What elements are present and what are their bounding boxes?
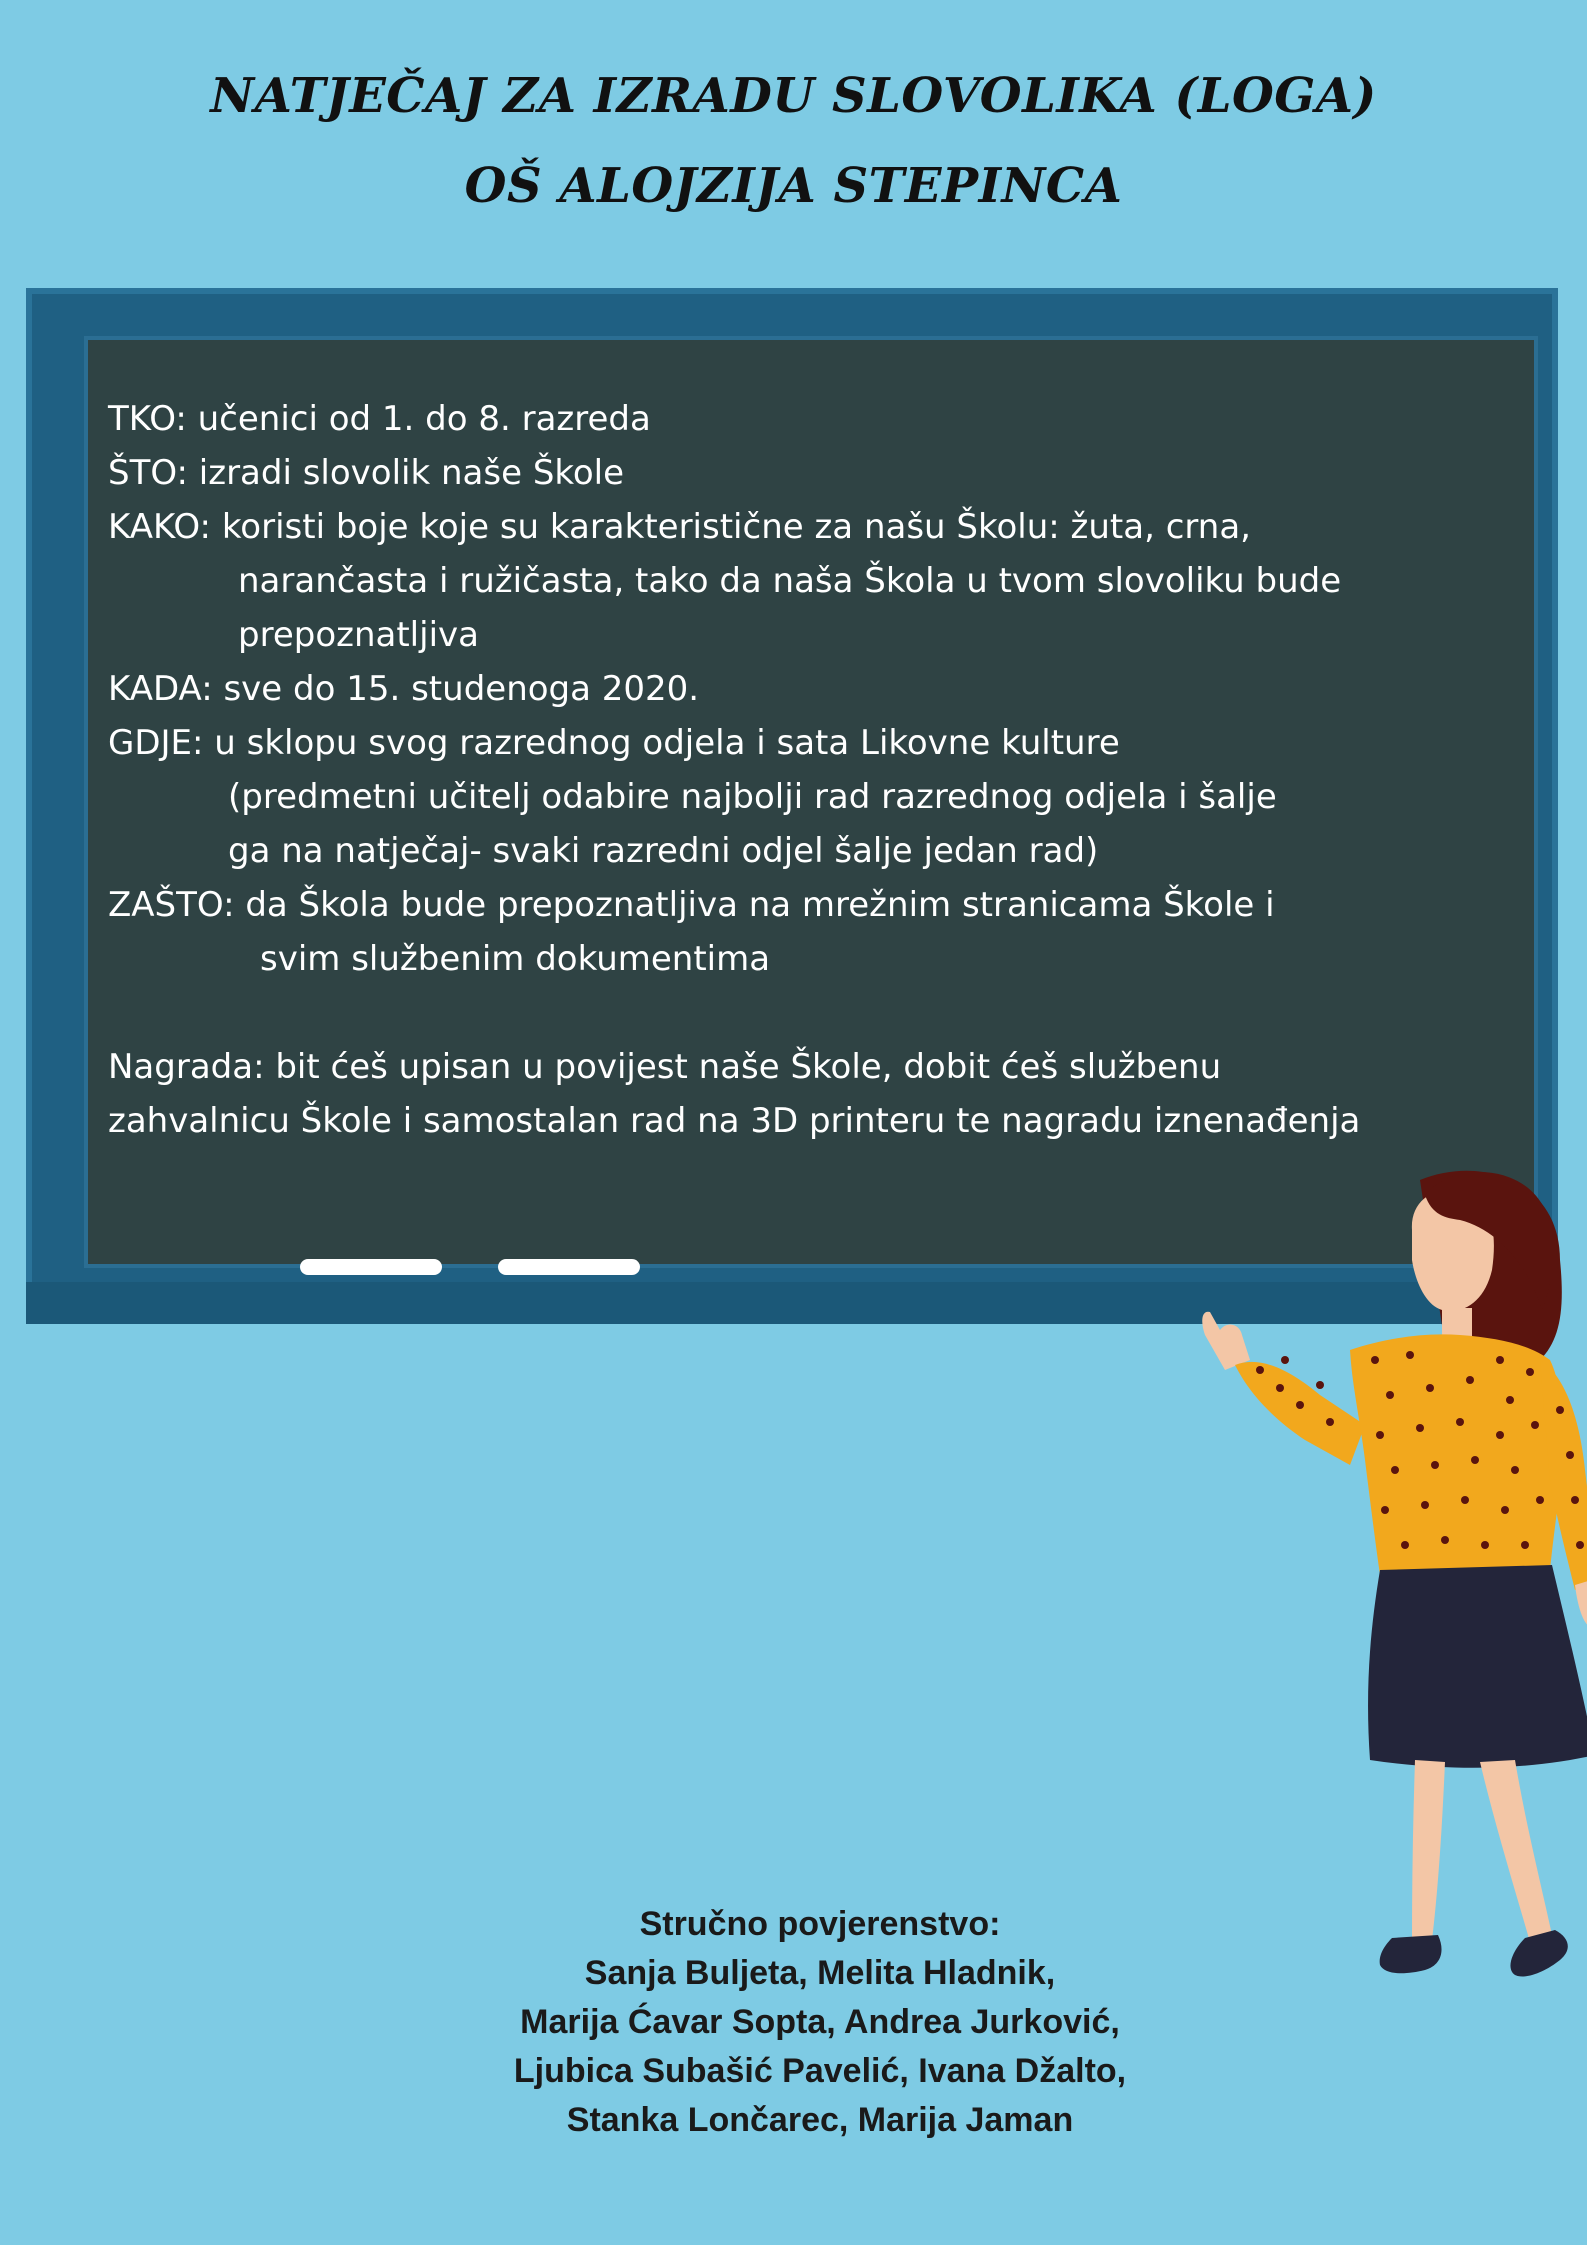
teacher-illustration-icon — [1180, 1160, 1587, 2000]
committee-member-line: Sanja Buljeta, Melita Hladnik, — [584, 1954, 1056, 1992]
detail-why-cont: svim službenim dokumentima — [260, 939, 771, 979]
detail-how-cont: narančasta i ružičasta, tako da naša Škola u tvom slovoliku bude — [238, 561, 1342, 601]
detail-why: ZAŠTO: da Škola bude prepoznatljiva na mrežnim stranicama Škole i — [108, 885, 1275, 925]
committee-member-line: Marija Ćavar Sopta, Andrea Jurković, — [520, 2003, 1120, 2041]
detail-what: ŠTO: izradi slovolik naše Škole — [108, 453, 625, 493]
detail-when: KADA: sve do 15. studenoga 2020. — [108, 669, 700, 709]
detail-where: GDJE: u sklopu svog razrednog odjela i sata Likovne kulture — [108, 723, 1120, 763]
detail-how-cont: prepoznatljiva — [238, 615, 479, 655]
detail-where-cont: ga na natječaj- svaki razredni odjel šalje jedan rad) — [228, 831, 1099, 871]
poster-title-line2: OŠ ALOJZIJA STEPINCA — [464, 158, 1123, 214]
detail-who: TKO: učenici od 1. do 8. razreda — [108, 399, 651, 439]
committee-member-line: Stanka Lončarec, Marija Jaman — [566, 2101, 1074, 2139]
detail-prize-cont: zahvalnicu Škole i samostalan rad na 3D printeru te nagradu iznenađenja — [108, 1101, 1361, 1141]
detail-where-cont: (predmetni učitelj odabire najbolji rad razrednog odjela i šalje — [228, 777, 1277, 817]
poster-title-line1: NATJEČAJ ZA IZRADU SLOVOLIKA (LOGA) — [210, 68, 1377, 124]
committee-member-line: Ljubica Subašić Pavelić, Ivana Džalto, — [513, 2052, 1127, 2090]
detail-how: KAKO: koristi boje koje su karakteristične za našu Školu: žuta, crna, — [108, 507, 1251, 547]
chalk-piece — [300, 1259, 442, 1275]
committee-heading: Stručno povjerenstvo: — [639, 1905, 1001, 1943]
contest-details — [108, 392, 1508, 1148]
spacer — [108, 986, 1508, 1040]
chalk-piece — [498, 1259, 640, 1275]
committee-block — [400, 1900, 1240, 2145]
detail-prize: Nagrada: bit ćeš upisan u povijest naše Škole, dobit ćeš službenu — [108, 1047, 1222, 1087]
